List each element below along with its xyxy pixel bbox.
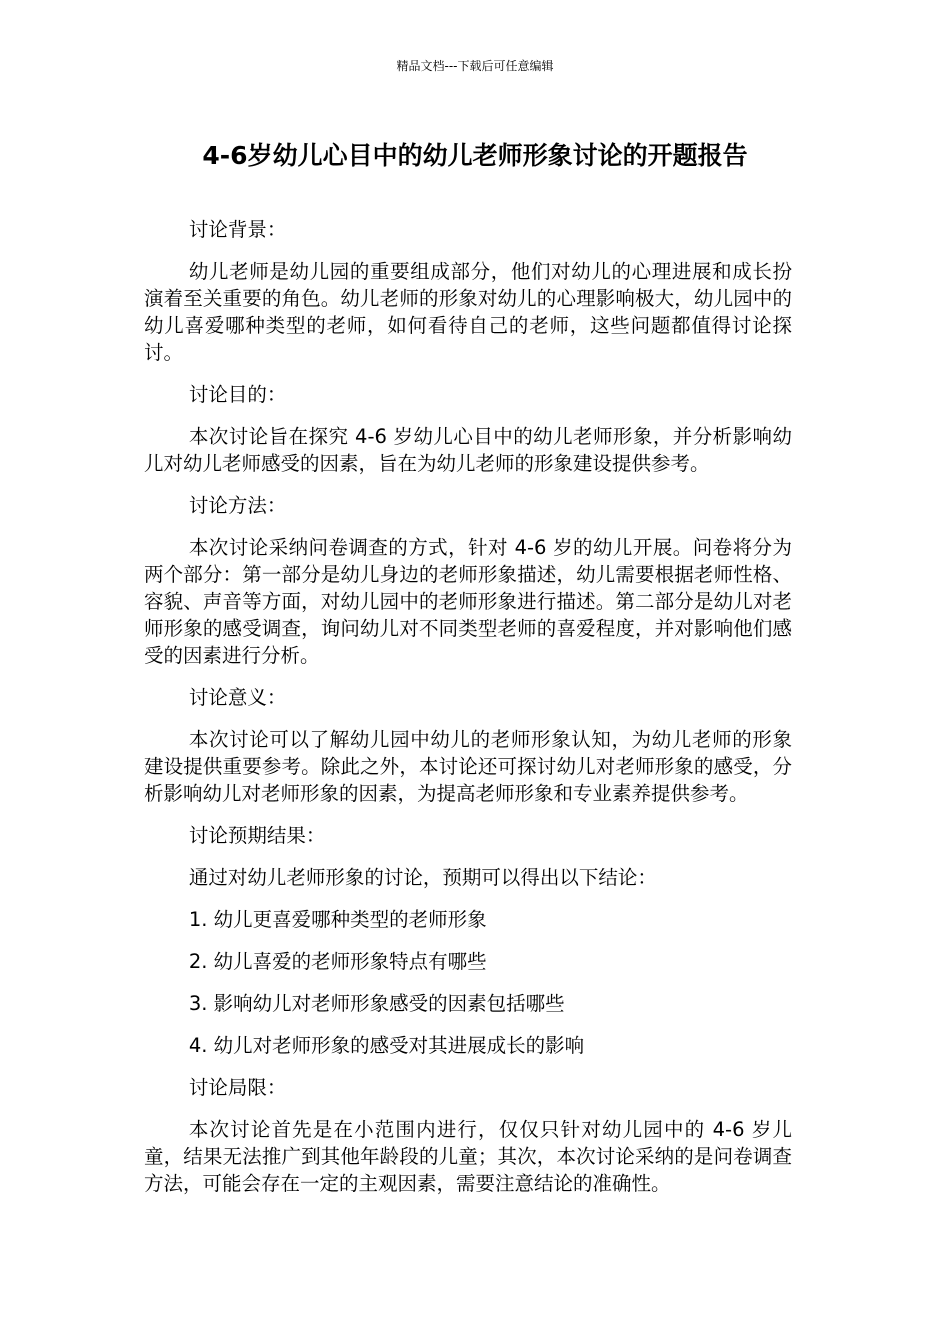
background-paragraph: 幼儿老师是幼儿园的重要组成部分，他们对幼儿的心理进展和成长扮演着至关重要的角色。幼儿老师的形象对幼儿的心理影响极大，幼儿园中的幼儿喜爱哪种类型的老师，如何看待自己的老师，这些问题都值得讨论探讨。 [144, 260, 792, 364]
limitations-heading: 讨论局限： [188, 1076, 287, 1099]
results-item: 4. 幼儿对老师形象的感受对其进展成长的影响 [188, 1034, 585, 1057]
document-title: 4-6岁幼儿心目中的幼儿老师形象讨论的开题报告 [202, 141, 748, 170]
method-heading: 讨论方法： [188, 494, 287, 517]
background-heading: 讨论背景： [188, 218, 287, 241]
results-item: 2. 幼儿喜爱的老师形象特点有哪些 [188, 950, 487, 973]
method-paragraph: 本次讨论采纳问卷调查的方式，针对 4-6 岁的幼儿开展。问卷将分为两个部分：第一部分是幼儿身边的老师形象描述，幼儿需要根据老师性格、容貌、声音等方面，对幼儿园中的老师形象进行描述。第二部分是幼儿对老师形象的感受调查，询问幼儿对不同类型老师的喜爱程度，并对影响他们感受的因素进行分析。 [144, 536, 792, 667]
purpose-paragraph: 本次讨论旨在探究 4-6 岁幼儿心目中的幼儿老师形象，并分析影响幼儿对幼儿老师感受的因素，旨在为幼儿老师的形象建设提供参考。 [144, 425, 792, 475]
significance-heading: 讨论意义： [188, 686, 287, 709]
results-intro: 通过对幼儿老师形象的讨论，预期可以得出以下结论： [188, 866, 657, 889]
significance-paragraph: 本次讨论可以了解幼儿园中幼儿的老师形象认知，为幼儿老师的形象建设提供重要参考。除此之外，本讨论还可探讨幼儿对老师形象的感受，分析影响幼儿对老师形象的因素，为提高老师形象和专业素养提供参考。 [144, 728, 792, 805]
document-body [144, 216, 792, 1212]
limitations-paragraph: 本次讨论首先是在小范围内进行，仅仅只针对幼儿园中的 4-6 岁儿童，结果无法推广到其他年龄段的儿童；其次，本次讨论采纳的是问卷调查方法，可能会存在一定的主观因素，需要注意结论的准确性。 [144, 1118, 792, 1195]
purpose-heading: 讨论目的： [188, 383, 287, 406]
header-note: 精品文档---下载后可任意编辑 [396, 59, 554, 73]
results-item: 1. 幼儿更喜爱哪种类型的老师形象 [188, 908, 487, 931]
results-heading: 讨论预期结果： [188, 824, 326, 847]
results-item: 3. 影响幼儿对老师形象感受的因素包括哪些 [188, 992, 565, 1015]
